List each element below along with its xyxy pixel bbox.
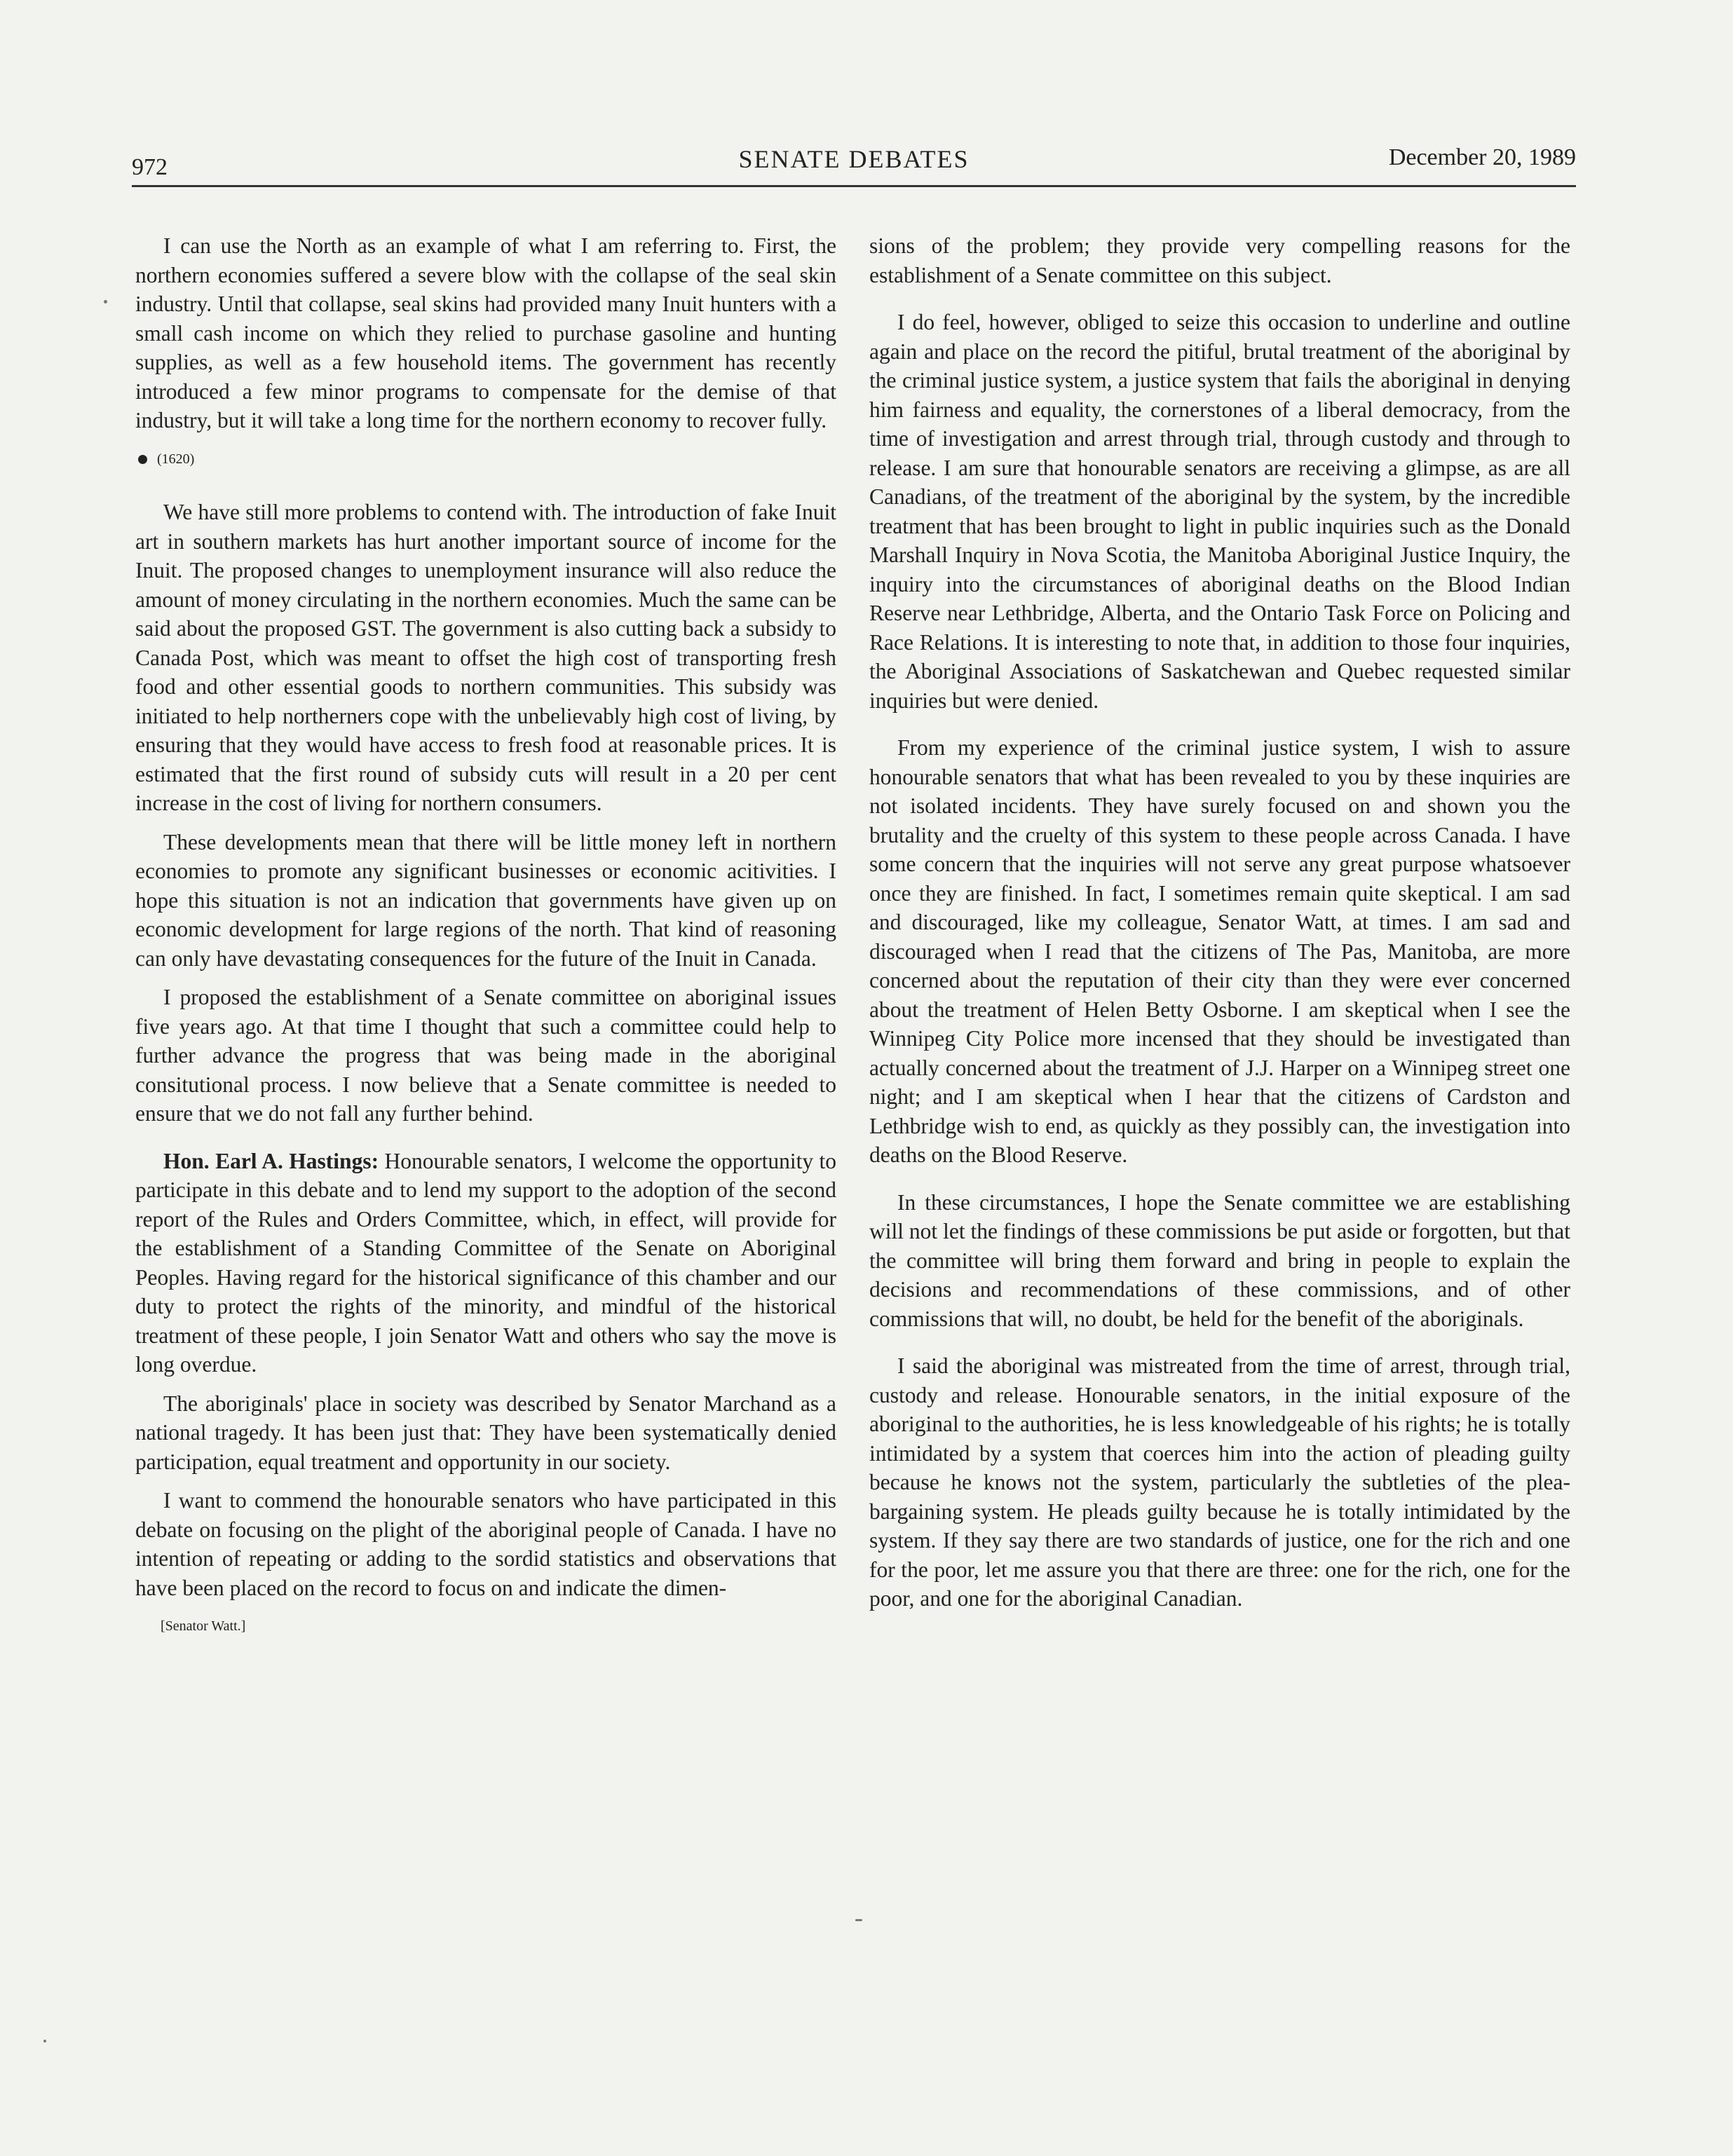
scan-speck	[855, 1919, 862, 1921]
paragraph: I said the aboriginal was mistreated from the time of arrest, through trial, custody and release. Honourable senators, in the initial exposure of the aboriginal to the authorities, he is less knowledgeable of his rights; he is totally intimidated by a system that coerces him into the action of pleading guilty because he knows not the system, particularly the subtleties of the plea-bargaining system. He pleads guilty because he is totally intimidated by the system. If they say there are two standards of justice, one for the rich and one for the poor, let me assure you that there are three: one for the rich, one for the poor, and one for the aboriginal Canadian.	[869, 1353, 1570, 1611]
footnote: [Senator Watt.]	[161, 1618, 246, 1634]
paragraph: We have still more problems to contend with. The introduction of fake Inuit art in southern markets has hurt another important source of income for the Inuit. The proposed changes to unemployment insurance will also reduce the amount of money circulating in the northern economies. Much the same can be said about the proposed GST. The government is also cutting back a subsidy to Canada Post, which was meant to offset the high cost of transporting fresh food and other essential goods to northern communities. This subsidy was initiated to help northerners cope with the unbelievably high cost of living, by ensuring that they would have access to fresh food at reasonable prices. It is estimated that the first round of subsidy cuts will result in a 20 per cent increase in the cost of living for northern consumers.	[135, 500, 836, 815]
page-header	[132, 140, 1576, 187]
paragraph: I proposed the establishment of a Senate committee on aboriginal issues five years ago. At that time I thought that such a committee could help to further advance the progress that was being made in the aboriginal consitutional process. I now believe that a Senate committee is needed to ensure that we do not fall any further behind.	[135, 985, 836, 1126]
paragraph: In these circumstances, I hope the Senate committee we are establishing will not let the findings of these commissions be put aside or forgotten, but that the committee will bring them forward and bring in people to explain the decisions and recommendations of these commissions, and of other commissions that will, no doubt, be held for the benefit of the aboriginals.	[869, 1189, 1570, 1331]
scan-speck	[104, 300, 107, 303]
time-marker-text: (1620)	[157, 451, 195, 467]
left-column	[135, 231, 836, 1642]
page-number: 972	[132, 154, 168, 180]
speaker-name: Hon. Earl A. Hastings:	[163, 1148, 379, 1173]
page-date: December 20, 1989	[1388, 144, 1576, 170]
paragraph: sions of the problem; they provide very compelling reasons for the establishment of a Senate committee on this subject.	[869, 233, 1570, 287]
right-column	[869, 231, 1570, 1623]
paragraph: The aboriginals' place in society was described by Senator Marchand as a national tragedy. It has been just that: They have been systematically denied participation, equal treatment and opportunity in our society.	[135, 1391, 836, 1474]
bullet-icon	[138, 455, 147, 464]
speech-text: Honourable senators, I welcome the opportunity to participate in this debate and to lend my support to the adoption of the second report of the Rules and Orders Committee, which, in effect, will provide for the establishment of a Standing Committee of the Senate on Aboriginal Peoples. Having regard for the historical significance of this chamber and our duty to protect the rights of the minority, and mindful of the historical treatment of these people, I join Senator Watt and others who say the move is long overdue.	[135, 1148, 837, 1377]
paragraph: These developments mean that there will be little money left in northern economies to promote any significant businesses or economic acitivities. I hope this situation is not an indication that governments have given up on economic development for large regions of the north. That kind of reasoning can only have devastating consequences for the future of the Inuit in Canada.	[135, 829, 836, 971]
paragraph: I do feel, however, obliged to seize this occasion to underline and outline again and place on the record the pitiful, brutal treatment of the aboriginal by the criminal justice system, a justice system that fails the aboriginal in denying him fairness and equality, the cornerstones of a liberal democracy, from the time of investigation and arrest through trial, through custody and through to release. I am sure that honourable senators are receiving a glimpse, as are all Canadians, of the treatment of the aboriginal by the system, by the incredible treatment that has been brought to light in public inquiries such as the Donald Marshall Inquiry in Nova Scotia, the Manitoba Aboriginal Justice Inquiry, the inquiry into the circumstances of aboriginal deaths on the Blood Indian Reserve near Lethbridge, Alberta, and the Ontario Task Force on Policing and Race Relations. It is interesting to note that, in addition to those four inquiries, the Aboriginal Associations of Saskatchewan and Quebec requested similar inquiries but were denied.	[869, 310, 1570, 713]
scan-speck	[43, 2040, 46, 2042]
paragraph: From my experience of the criminal justice system, I wish to assure honourable senators that what has been revealed to you by these inquiries are not isolated incidents. They have surely focused on and shown you the brutality and the cruelty of this system to these people across Canada. I have some concern that the inquiries will not serve any great purpose whatsoever once they are finished. In fact, I sometimes remain quite skeptical. I am sad and discouraged, like my colleague, Senator Watt, at times. I am sad and discouraged when I read that the citizens of The Pas, Manitoba, are more concerned about the reputation of their city than they were ever concerned about the treatment of Helen Betty Osborne. I am skeptical when I see the Winnipeg City Police more incensed that they should be investigated than actually concerned about the treatment of J.J. Harper on a Winnipeg street one night; and I am skeptical when I hear that the citizens of Cardston and Lethbridge wish to end, as quickly as they possibly can, the investigation into deaths on the Blood Reserve.	[869, 735, 1570, 1167]
time-marker	[138, 445, 836, 475]
paragraph: I want to commend the honourable senators who have participated in this debate on focusing on the plight of the aboriginal people of Canada. I have no intention of repeating or adding to the sordid statistics and observations that have been placed on the record to focus on and indicate the dimen-	[135, 1488, 836, 1600]
paragraph: I can use the North as an example of what I am referring to. First, the northern economies suffered a severe blow with the collapse of the seal skin industry. Until that collapse, seal skins had provided many Inuit hunters with a small cash income on which they relied to purchase gasoline and hunting supplies, as well as a few household items. The government has recently introduced a few minor programs to compensate for the demise of that industry, but it will take a long time for the northern economy to recover fully.	[135, 233, 836, 432]
speech-paragraph	[135, 1147, 836, 1379]
publication-title: SENATE DEBATES	[738, 145, 970, 173]
